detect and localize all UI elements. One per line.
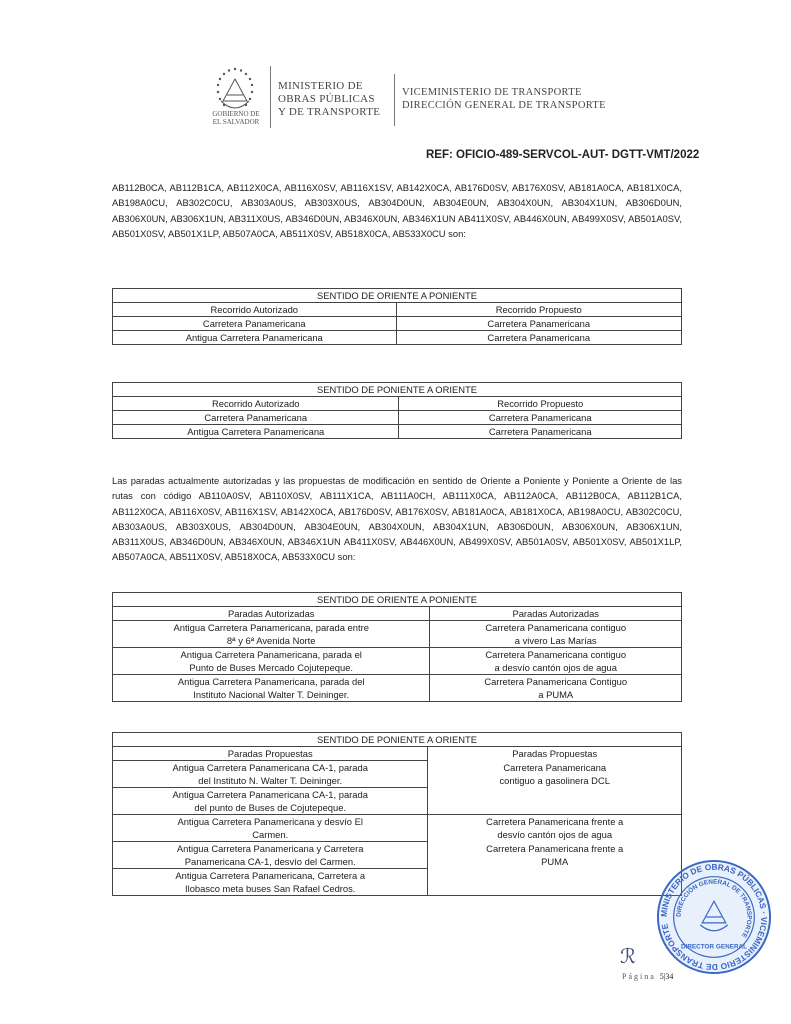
vice-line-2: DIRECCIÓN GENERAL DE TRANSPORTE: [402, 100, 606, 111]
table-cell: Carretera Panamericana: [399, 425, 682, 439]
table-row: [113, 648, 682, 675]
table-cell: Antigua Carretera Panamericana CA-1, parada del punto de Buses de Cojutepeque.: [113, 788, 428, 815]
vice-line-1: VICEMINISTERIO DE TRANSPORTE: [402, 87, 582, 98]
table-cell: Carretera Panamericana: [396, 331, 682, 345]
column-header: Paradas Propuestas: [428, 747, 682, 761]
route-table-oriente-poniente: [112, 288, 682, 345]
column-header: Recorrido Propuesto: [399, 397, 682, 411]
table-cell: Carretera Panamericana: [399, 411, 682, 425]
page-number: Página 5|34: [622, 972, 674, 981]
table-row: [113, 761, 682, 788]
table-cell: Carretera Panamericana: [113, 411, 399, 425]
table-cell: Carretera Panamericana: [396, 317, 682, 331]
table-cell: Carretera Panamericana contiguo a desvío cantón ojos de agua: [430, 648, 682, 675]
ministry-line-1: MINISTERIO DE: [278, 80, 363, 92]
table-cell: Carretera Panamericana: [113, 317, 397, 331]
table-cell: Antigua Carretera Panamericana, parada el Punto de Buses Mercado Cojutepeque.: [113, 648, 430, 675]
table-cell: Antigua Carretera Panamericana y Carretera Panamericana CA-1, desvío del Carmen.: [113, 842, 428, 869]
ministry-line-3: Y DE TRANSPORTE: [278, 106, 381, 118]
table-row: [113, 331, 682, 345]
table-cell: Antigua Carretera Panamericana: [113, 425, 399, 439]
table-cell: Antigua Carretera Panamericana CA-1, parada del Instituto N. Walter T. Deininger.: [113, 761, 428, 788]
table-cell: Antigua Carretera Panamericana: [113, 331, 397, 345]
gov-line-2: EL SALVADOR: [212, 118, 260, 126]
stamp-ring-text: MINISTERIO DE OBRAS PÚBLICAS · VICEMINISTERIO DE TRANSPORTE: [658, 861, 770, 973]
table-title: SENTIDO DE ORIENTE A PONIENTE: [113, 593, 682, 607]
gov-line-1: GOBIERNO DE: [212, 110, 260, 118]
column-header: Paradas Autorizadas: [113, 607, 430, 621]
page-total: 34: [665, 972, 674, 981]
table-title: SENTIDO DE PONIENTE A ORIENTE: [113, 383, 682, 397]
government-label: [203, 110, 269, 126]
header-divider: [270, 66, 271, 128]
header-divider: [394, 74, 395, 126]
table-cell: Carretera Panamericana frente a desvío cantón ojos de agua: [428, 815, 682, 842]
table-row: [113, 425, 682, 439]
official-stamp-icon: [655, 858, 773, 976]
route-codes-paragraph: AB112B0CA, AB112B1CA, AB112X0CA, AB116X0SV, AB116X1SV, AB142X0CA, AB176D0SV, AB176X0SV, AB181A0CA, AB181X0CA, AB198A0CU, AB302C0CU, AB303A0US, AB303X0US, AB304D0UN, AB304E0UN, AB304X0UN, AB304X1UN, AB306D0UN, AB306X0UN, AB306X1UN, AB311X0US, AB346D0UN, AB346X0UN, AB346X1UN AB411X0SV, AB446X0UN, AB499X0SV, AB501A0SV, AB501X0SV, AB501X1LP, AB507A0CA, AB511X0SV, AB518X0CA, AB533X0CU son:: [112, 182, 682, 239]
table-cell: Carretera Panamericana frente a PUMA: [428, 842, 682, 896]
table-row: [113, 411, 682, 425]
table-cell: Carretera Panamericana contiguo a vivero Las Marías: [430, 621, 682, 648]
table-row: [113, 317, 682, 331]
viceministry-name: [402, 86, 606, 112]
table-cell: Carretera Panamericana contiguo a gasolinera DCL: [428, 761, 682, 815]
table-row: [113, 842, 682, 869]
column-header: Recorrido Autorizado: [113, 397, 399, 411]
table-title: SENTIDO DE ORIENTE A PONIENTE: [113, 289, 682, 303]
stops-table-oriente-poniente: [112, 592, 682, 702]
table-cell: Antigua Carretera Panamericana y desvío El Carmen.: [113, 815, 428, 842]
stamp-bottom-text: DIRECTOR GENERAL: [680, 943, 748, 951]
signature: ℛ: [620, 946, 636, 968]
stamp-inner-text: DIRECCIÓN GENERAL DE TRANSPORTE: [675, 878, 753, 939]
ministry-name: [278, 80, 380, 119]
stops-table-poniente-oriente: [112, 732, 682, 896]
table-row: [113, 675, 682, 702]
table-cell: Antigua Carretera Panamericana, parada del Instituto Nacional Walter T. Deininger.: [113, 675, 430, 702]
column-header: Paradas Propuestas: [113, 747, 428, 761]
ministry-line-2: OBRAS PÚBLICAS: [278, 93, 375, 105]
page-label: Página: [622, 972, 656, 981]
reference-number: REF: OFICIO-489-SERVCOL-AUT- DGTT-VMT/2022: [426, 149, 700, 161]
table-row: [113, 621, 682, 648]
table-cell: Carretera Panamericana Contiguo a PUMA: [430, 675, 682, 702]
table-title: SENTIDO DE PONIENTE A ORIENTE: [113, 733, 682, 747]
column-header: Recorrido Autorizado: [113, 303, 397, 317]
stops-paragraph: Las paradas actualmente autorizadas y las propuestas de modificación en sentido de Oriente a Poniente y Poniente a Oriente de las rutas con código AB110A0SV, AB110X0SV, AB111X1CA, AB111A0CH, AB111X0CA, AB112A0CA, AB112B0CA, AB112B1CA, AB112X0CA, AB116X0SV, AB116X1SV, AB142X0CA, AB176D0SV, AB176X0SV, AB181A0CA, AB181X0CA, AB198A0CU, AB302C0CU, AB303A0US, AB303X0US, AB304D0UN, AB304E0UN, AB304X0UN, AB304X1UN, AB306D0UN, AB306X0UN, AB306X1UN, AB311X0US, AB346D0UN, AB346X0UN, AB346X1UN AB411X0SV, AB446X0UN, AB499X0SV, AB501A0SV, AB501X0SV, AB501X1LP, AB507A0CA, AB511X0SV, AB518X0CA, AB533X0CU son:: [112, 475, 682, 563]
column-header: Recorrido Propuesto: [396, 303, 682, 317]
table-cell: Antigua Carretera Panamericana, Carretera a Ilobasco meta buses San Rafael Cedros.: [113, 869, 428, 896]
column-header: Paradas Autorizadas: [430, 607, 682, 621]
page-current: 5: [659, 972, 664, 981]
route-table-poniente-oriente: [112, 382, 682, 439]
table-cell: Antigua Carretera Panamericana, parada entre 8ª y 6ª Avenida Norte: [113, 621, 430, 648]
table-row: [113, 815, 682, 842]
